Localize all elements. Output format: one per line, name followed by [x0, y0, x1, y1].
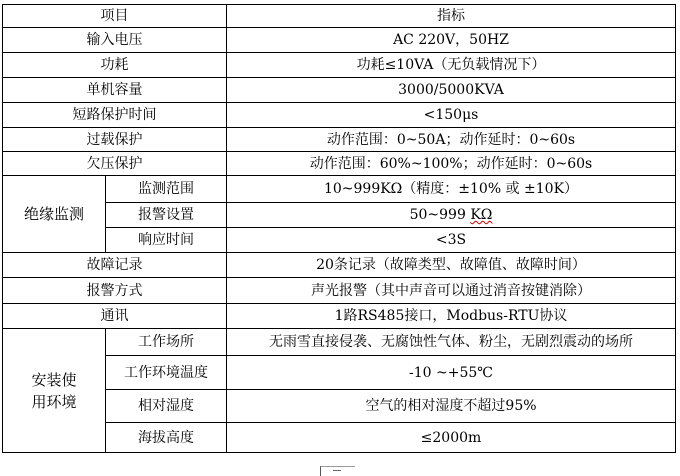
environment-group-line1: 安装使 [31, 370, 77, 389]
row-value: AC 220V，50HZ [227, 28, 676, 53]
row-label: 通讯 [3, 304, 227, 329]
row-label: 监测范围 [106, 176, 227, 203]
row-value: 20条记录（故障类型、故障值、故障时间） [227, 253, 676, 278]
row-label: 相对湿度 [106, 390, 227, 423]
environment-group-line2: 用环境 [31, 392, 77, 411]
table-row [3, 304, 676, 329]
table-header-row [3, 5, 676, 28]
table-row [3, 253, 676, 278]
row-label: 报警方式 [3, 278, 227, 304]
row-value: <3S [227, 228, 676, 253]
row-label: 输入电压 [3, 28, 227, 53]
row-label: 单机容量 [3, 78, 227, 103]
header-item: 项目 [3, 5, 227, 28]
table-row [3, 278, 676, 304]
table-row [3, 53, 676, 78]
alarm-value-prefix: 50~999 [409, 207, 471, 223]
row-value: 动作范围：0~50A；动作延时：0~60s [227, 128, 676, 152]
row-value: 空气的相对湿度不超过95% [227, 390, 676, 423]
spec-table [2, 4, 676, 453]
table-row [3, 329, 676, 356]
environment-group-label [3, 329, 106, 453]
alarm-value-unit: KΩ [470, 207, 493, 223]
row-value: ≤2000m [227, 423, 676, 453]
row-value: -10 ~+55℃ [227, 356, 676, 390]
insulation-group-label: 绝缘监测 [3, 176, 106, 253]
row-label: 故障记录 [3, 253, 227, 278]
row-label: 工作场所 [106, 329, 227, 356]
table-row [3, 152, 676, 176]
row-label: 功耗 [3, 53, 227, 78]
row-label: 过载保护 [3, 128, 227, 152]
row-label: 短路保护时间 [3, 103, 227, 128]
row-value: 动作范围：60%~100%；动作延时：0~60s [227, 152, 676, 176]
row-value: 无雨雪直接侵袭、无腐蚀性气体、粉尘，无剧烈震动的场所 [227, 329, 676, 356]
row-label: 报警设置 [106, 203, 227, 228]
header-spec: 指标 [227, 5, 676, 28]
row-label: 工作环境温度 [106, 356, 227, 390]
row-label: 海拔高度 [106, 423, 227, 453]
row-value: 功耗≤10VA（无负载情况下） [227, 53, 676, 78]
table-row [3, 78, 676, 103]
row-value: 1路RS485接口，Modbus-RTU协议 [227, 304, 676, 329]
table-row [3, 103, 676, 128]
row-value: 10~999KΩ（精度：±10% 或 ±10K） [227, 176, 676, 203]
row-value: 3000/5000KVA [227, 78, 676, 103]
row-value [227, 203, 676, 228]
table-row [3, 128, 676, 152]
table-row [3, 176, 676, 203]
table-row [3, 28, 676, 53]
row-label: 响应时间 [106, 228, 227, 253]
row-value: <150μs [227, 103, 676, 128]
row-value: 声光报警（其中声音可以通过消音按键消除） [227, 278, 676, 304]
row-label: 欠压保护 [3, 152, 227, 176]
